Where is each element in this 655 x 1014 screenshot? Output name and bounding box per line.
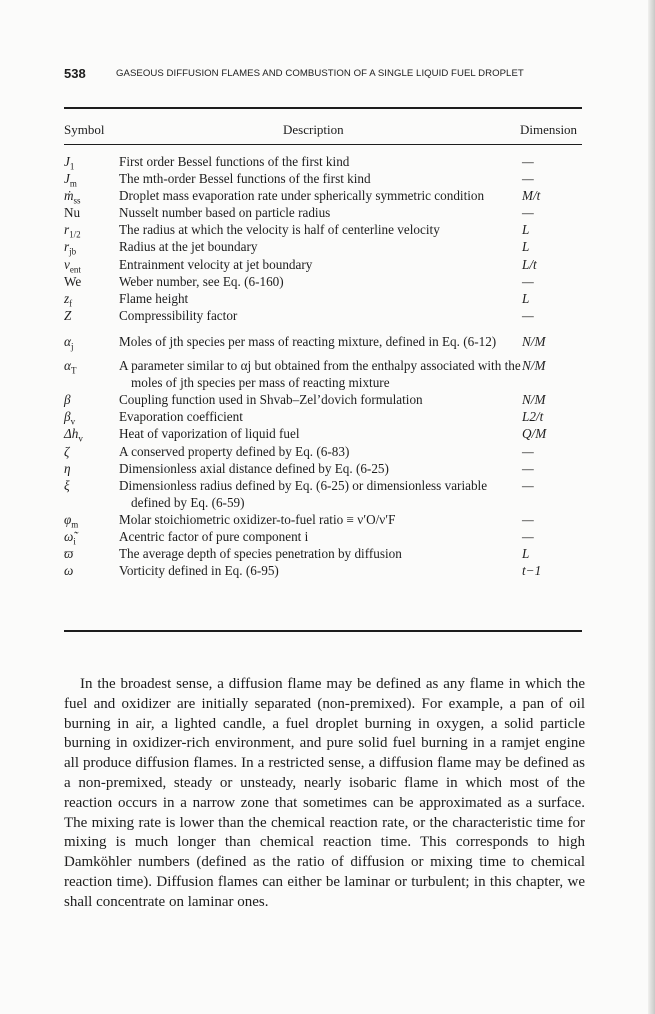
description-cell: First order Bessel functions of the first kind [119, 154, 350, 169]
table-row [64, 153, 584, 170]
description-cell: Dimensionless radius defined by Eq. (6-25) or dimensionless variable defined by Eq. (6-59) [119, 477, 488, 510]
table-row [64, 357, 584, 391]
description-cell: Flame height [119, 290, 189, 306]
description-cell: The mth-order Bessel functions of the first kind [119, 171, 371, 187]
symbol-cell: $\alpha_j$ [64, 333, 74, 352]
table-row [64, 238, 584, 258]
symbol-cell: ξ [64, 477, 70, 493]
symbol-cell: $r_{1/2}$ [64, 222, 81, 241]
description-cell: Weber number, see Eq. (6-160) [119, 273, 284, 289]
dimension-cell: L/t [522, 256, 537, 272]
running-head: GASEOUS DIFFUSION FLAMES AND COMBUSTION OF A SINGLE LIQUID FUEL DROPLET [116, 68, 524, 79]
table-row [64, 443, 584, 460]
description-cell: Coupling function used in Shvab–Zel’dovich formulation [119, 392, 423, 408]
symbol-cell: $\varphi_m$ [64, 511, 79, 530]
symbol-cell: η [64, 460, 71, 476]
description-cell: Vorticity defined in Eq. (6-95) [119, 563, 279, 579]
dimension-cell: — [522, 205, 534, 221]
nomenclature-table [64, 153, 584, 579]
table-row [64, 391, 584, 408]
table-row [64, 187, 584, 204]
symbol-cell: $J_m$ [64, 171, 77, 189]
table-row [64, 477, 584, 511]
body-paragraph: In the broadest sense, a diffusion flame may be defined as any flame in which the fuel and oxidizer are initially separated (non-premixed). For example, a pan of oil burning in air, a lighted candle, a fuel droplet burning in oxygen, a solid particle burning in oxidizer-rich environment, and pure solid fuel burning in a ramjet engine all produce diffusion flames. In a restricted sense, a diffusion flame may be defined as a non-premixed, steady or unsteady, nearly isobaric flame in which most of the reaction occurs in a narrow zone that sometimes can be approximated as a surface. The mixing rate is lower than the chemical reaction rate, or the characteristic time for mixing is much longer than chemical reaction time. This corresponds to high Damköhler numbers (defined as the ratio of diffusion or mixing time to chemical reaction time). Diffusion flames can either be laminar or turbulent; in this chapter, we shall concentrate on laminar ones. [64, 676, 585, 910]
dimension-cell: L [522, 546, 530, 562]
dimension-cell: — [522, 273, 534, 289]
description-cell: Dimensionless axial distance defined by Eq. (6-25) [119, 460, 389, 476]
symbol-cell: β [64, 392, 71, 408]
table-row [64, 333, 584, 350]
description-cell: Molar stoichiometric oxidizer-to-fuel ratio ≡ ν′O/ν′F [119, 511, 396, 527]
description-cell: Droplet mass evaporation rate under spherically symmetric condition [119, 188, 485, 204]
table-row [64, 170, 584, 187]
symbol-cell: ϖ [64, 546, 74, 562]
column-header-dimension: Dimension [520, 122, 578, 137]
column-header-symbol: Symbol [64, 122, 105, 137]
description-cell: A parameter similar to αj but obtained from the enthalpy associated with the moles of jth species per mass of reacting mixture [119, 358, 521, 391]
page-number: 538 [64, 66, 86, 81]
page-header [64, 66, 584, 82]
symbol-cell: $J_1$ [64, 154, 75, 172]
column-header-description: Description [283, 122, 344, 137]
description-cell: Moles of jth species per mass of reacting mixture, defined in Eq. (6-12) [119, 333, 497, 349]
description-cell: Acentric factor of pure component i [119, 528, 309, 544]
table-row [64, 290, 584, 307]
table-row [64, 221, 584, 241]
dimension-cell: L [522, 239, 530, 255]
dimension-cell: M/t [522, 188, 541, 204]
description-cell: Entrainment velocity at jet boundary [119, 256, 313, 272]
symbol-cell: Z [64, 307, 72, 323]
description-cell: The radius at which the velocity is half of centerline velocity [119, 222, 440, 238]
dimension-cell: — [522, 443, 534, 459]
description-cell: Compressibility factor [119, 307, 238, 323]
dimension-cell: L2/t [522, 409, 544, 425]
dimension-cell: — [522, 477, 534, 493]
description-cell: Evaporation coefficient [119, 409, 243, 425]
table-row [64, 460, 584, 477]
symbol-cell: Nu [64, 205, 81, 221]
dimension-cell: L [522, 222, 530, 238]
symbol-cell: $z_f$ [64, 290, 73, 309]
table-top-rule [64, 107, 582, 109]
symbol-cell: $\omegã_i$ [64, 528, 76, 547]
symbol-cell: $v_{ent}$ [64, 256, 81, 275]
table-row [64, 408, 584, 425]
dimension-cell: N/M [522, 358, 546, 374]
symbol-cell: We [64, 273, 82, 289]
symbol-cell: ṁ$_{ss}$ [64, 188, 81, 206]
symbol-cell: $\Delta h_v$ [64, 426, 83, 445]
dimension-cell: — [522, 511, 534, 527]
table-row [64, 307, 584, 324]
description-cell: Nusselt number based on particle radius [119, 205, 331, 221]
dimension-cell: — [522, 307, 534, 323]
symbol-cell: $\beta_v$ [64, 409, 76, 427]
table-row [64, 273, 584, 290]
dimension-cell: N/M [522, 333, 546, 349]
dimension-cell: t−1 [522, 563, 542, 579]
page-edge-shadow [648, 0, 655, 1014]
table-row [64, 545, 584, 562]
table-row [64, 511, 584, 528]
dimension-cell: — [522, 171, 534, 187]
table-row [64, 528, 584, 545]
table-row [64, 562, 584, 579]
table-row [64, 204, 584, 221]
symbol-cell: $r_{jb}$ [64, 239, 77, 258]
symbol-cell: ζ [64, 443, 70, 459]
description-cell: Heat of vaporization of liquid fuel [119, 426, 300, 442]
table-row [64, 425, 584, 445]
table-header-rule [64, 144, 582, 145]
dimension-cell: L [522, 290, 530, 306]
dimension-cell: N/M [522, 392, 546, 408]
symbol-cell: $\alpha_T$ [64, 358, 77, 376]
description-cell: A conserved property defined by Eq. (6-83) [119, 443, 350, 459]
dimension-cell: — [522, 528, 534, 544]
table-bottom-rule [64, 630, 582, 632]
dimension-cell: — [522, 460, 534, 476]
description-cell: The average depth of species penetration by diffusion [119, 546, 402, 562]
dimension-cell: Q/M [522, 426, 547, 442]
description-cell: Radius at the jet boundary [119, 239, 258, 255]
symbol-cell: ω [64, 563, 74, 579]
dimension-cell: — [522, 154, 534, 169]
table-row [64, 256, 584, 273]
